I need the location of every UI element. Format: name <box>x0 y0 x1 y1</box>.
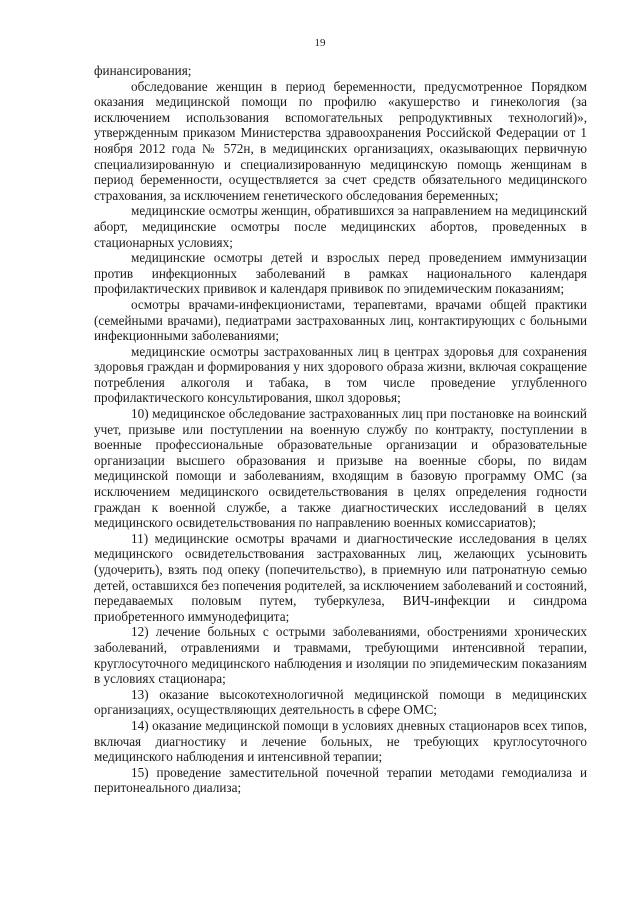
paragraph-item-12: 12) лечение больных с острыми заболеваниями, обострениями хронических заболеваний, отравлениями и травмами, требующими интенсивной терапии, круглосуточного медицинского наблюдения и изоляции по эпидемическим показаниям в условиях стационара; <box>94 624 587 687</box>
paragraph-health-centers: медицинские осмотры застрахованных лиц в центрах здоровья для сохранения здоровья граждан и формирования у них здорового образа жизни, включая сокращение потребления алкоголя и табака, в том числе проведение углубленного профилактического консультирования, школ здоровья; <box>94 343 587 406</box>
paragraph-immunization-examinations: медицинские осмотры детей и взрослых перед проведением иммунизации против инфекционных заболеваний в рамках национального календаря профилактических прививок и календаря прививок по эпидемическим показаниям; <box>94 250 587 297</box>
paragraph-item-11: 11) медицинские осмотры врачами и диагностические исследования в целях медицинского освидетельствования застрахованных лиц, желающих усыновить (удочерить), взять под опеку (попечительство), в приемную или патронатную семью детей, оставшихся без попечения родителей, за исключением заболеваний и состояний, передаваемых половым путем, туберкулеза, ВИЧ-инфекции и синдрома приобретенного иммунодефицита; <box>94 530 587 624</box>
document-body <box>94 63 587 796</box>
paragraph-item-14: 14) оказание медицинской помощи в условиях дневных стационаров всех типов, включая диагностику и лечение больных, не требующих круглосуточного медицинского наблюдения и интенсивной терапии; <box>94 717 587 765</box>
paragraph-financing-end: финансирования; <box>94 63 192 78</box>
paragraph-item-13: 13) оказание высокотехнологичной медицинской помощи в медицинских организациях, осуществляющих деятельность в сфере ОМС; <box>94 686 587 718</box>
paragraph-abortion-examinations: медицинские осмотры женщин, обратившихся за направлением на медицинский аборт, медицинские осмотры после медицинских абортов, проведенных в стационарных условиях; <box>94 203 587 250</box>
page-number: 19 <box>314 37 326 49</box>
paragraph-pregnancy-examination: обследование женщин в период беременности, предусмотренное Порядком оказания медицинской помощи по профилю «акушерство и гинекология (за исключением использования вспомогательных репродуктивных технологий)», утвержденным приказом Министерства здравоохранения Российской Федерации от 1 ноября 2012 года № 572н, в медицинских организациях, оказывающих первичную специализированную и специализированную медицинскую помощь женщинам в период беременности, осуществляется за счет средств обязательного медицинского страхования, за исключением генетического обследования беременных; <box>94 78 587 203</box>
paragraph-infectious-contacts: осмотры врачами-инфекционистами, терапевтами, врачами общей практики (семейными врачами), педиатрами застрахованных лиц, контактирующих с больными инфекционными заболеваниями; <box>94 296 587 344</box>
paragraph-item-10: 10) медицинское обследование застрахованных лиц при постановке на воинский учет, призыве или поступлении на военную службу по контракту, поступлении в военные профессиональные образовательные организации и образовательные организации высшего образования и призыве на военные сборы, по видам медицинской помощи и заболеваниям, входящим в базовую программу ОМС (за исключением медицинского освидетельствования в целях определения годности граждан к военной службе, а также диагностических исследований в целях медицинского освидетельствования по направлению военных комиссариатов); <box>94 406 587 531</box>
paragraph-item-15: 15) проведение заместительной почечной терапии методами гемодиализа и перитонеального диализа; <box>94 764 587 796</box>
